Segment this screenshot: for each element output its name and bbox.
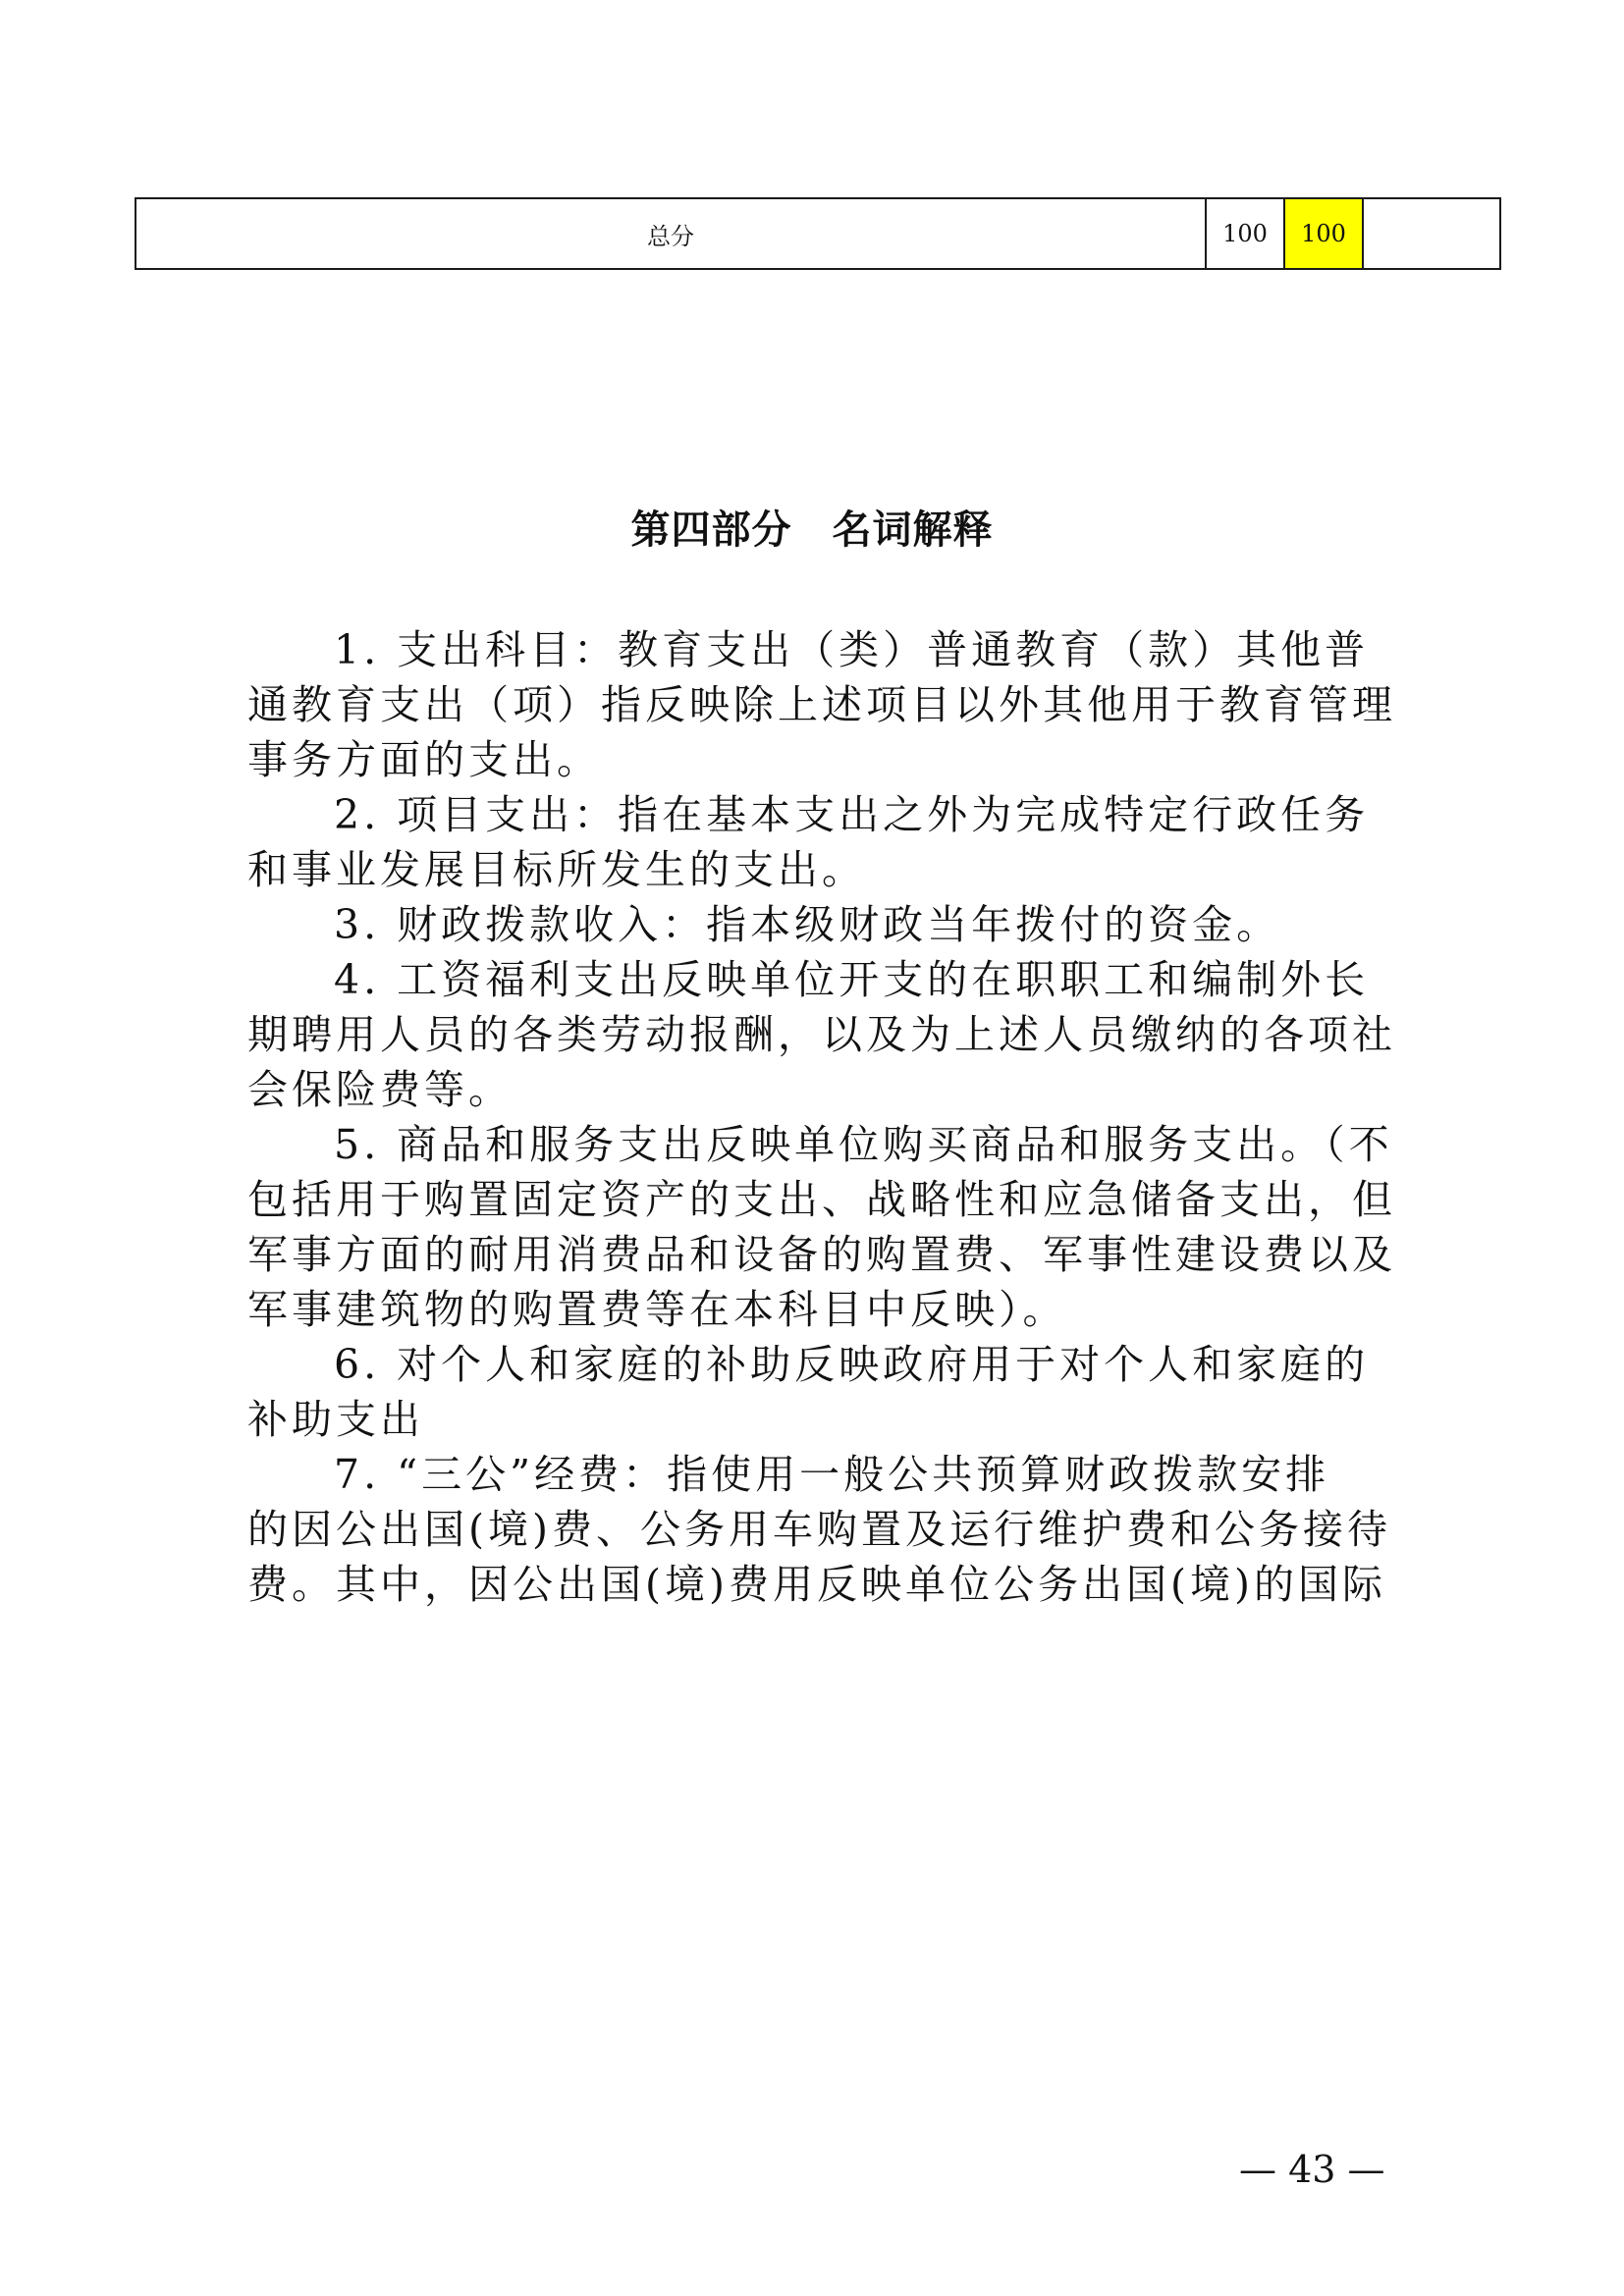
paragraph-2-line-1: 2. 项目支出：指在基本支出之外为完成特定行政任务 [334, 791, 1370, 838]
paragraph-7-line-1: 7. “三公”经费：指使用一般公共预算财政拨款安排 [334, 1451, 1330, 1498]
paragraph-7-line-2: 的因公出国(境)费、公务用车购置及运行维护费和公务接待 [247, 1506, 1391, 1553]
paragraph-4-line-1: 4. 工资福利支出反映单位开支的在职职工和编制外长 [334, 956, 1370, 1003]
paragraph-1-line-3: 事务方面的支出。 [247, 736, 601, 783]
awarded-score-value: 100 [1301, 220, 1346, 247]
paragraph-3-line-1: 3. 财政拨款收入：指本级财政当年拨付的资金。 [334, 901, 1281, 948]
paragraph-7-line-3: 费。其中，因公出国(境)费用反映单位公务出国(境)的国际 [247, 1561, 1386, 1608]
score-table [135, 197, 1501, 270]
page-number: — 43 — [1239, 2148, 1385, 2191]
section-title: 第四部分 名词解释 [630, 507, 994, 553]
paragraph-5-line-2: 包括用于购置固定资产的支出、战略性和应急储备支出，但 [247, 1176, 1396, 1223]
total-score-value: 100 [1222, 220, 1268, 247]
awarded-score-cell [1285, 199, 1364, 268]
paragraph-6-line-2: 补助支出 [247, 1396, 424, 1443]
total-label-cell [136, 199, 1207, 268]
total-label: 总分 [647, 222, 694, 250]
paragraph-5-line-4: 军事建筑物的购置费等在本科目中反映）。 [247, 1286, 1067, 1333]
note-cell [1364, 199, 1499, 268]
paragraph-4-line-3: 会保险费等。 [247, 1066, 513, 1113]
paragraph-2-line-2: 和事业发展目标所发生的支出。 [247, 846, 866, 893]
paragraph-4-line-2: 期聘用人员的各类劳动报酬，以及为上述人员缴纳的各项社 [247, 1011, 1396, 1058]
paragraph-6-line-1: 6. 对个人和家庭的补助反映政府用于对个人和家庭的 [334, 1341, 1370, 1388]
paragraph-5-line-3: 军事方面的耐用消费品和设备的购置费、军事性建设费以及 [247, 1231, 1396, 1278]
paragraph-1-line-2: 通教育支出（项）指反映除上述项目以外其他用于教育管理 [247, 681, 1396, 728]
paragraph-5-line-1: 5. 商品和服务支出反映单位购买商品和服务支出。（不 [334, 1121, 1393, 1168]
total-score-cell [1207, 199, 1285, 268]
paragraph-1-line-1: 1. 支出科目：教育支出（类）普通教育（款）其他普 [334, 626, 1370, 673]
